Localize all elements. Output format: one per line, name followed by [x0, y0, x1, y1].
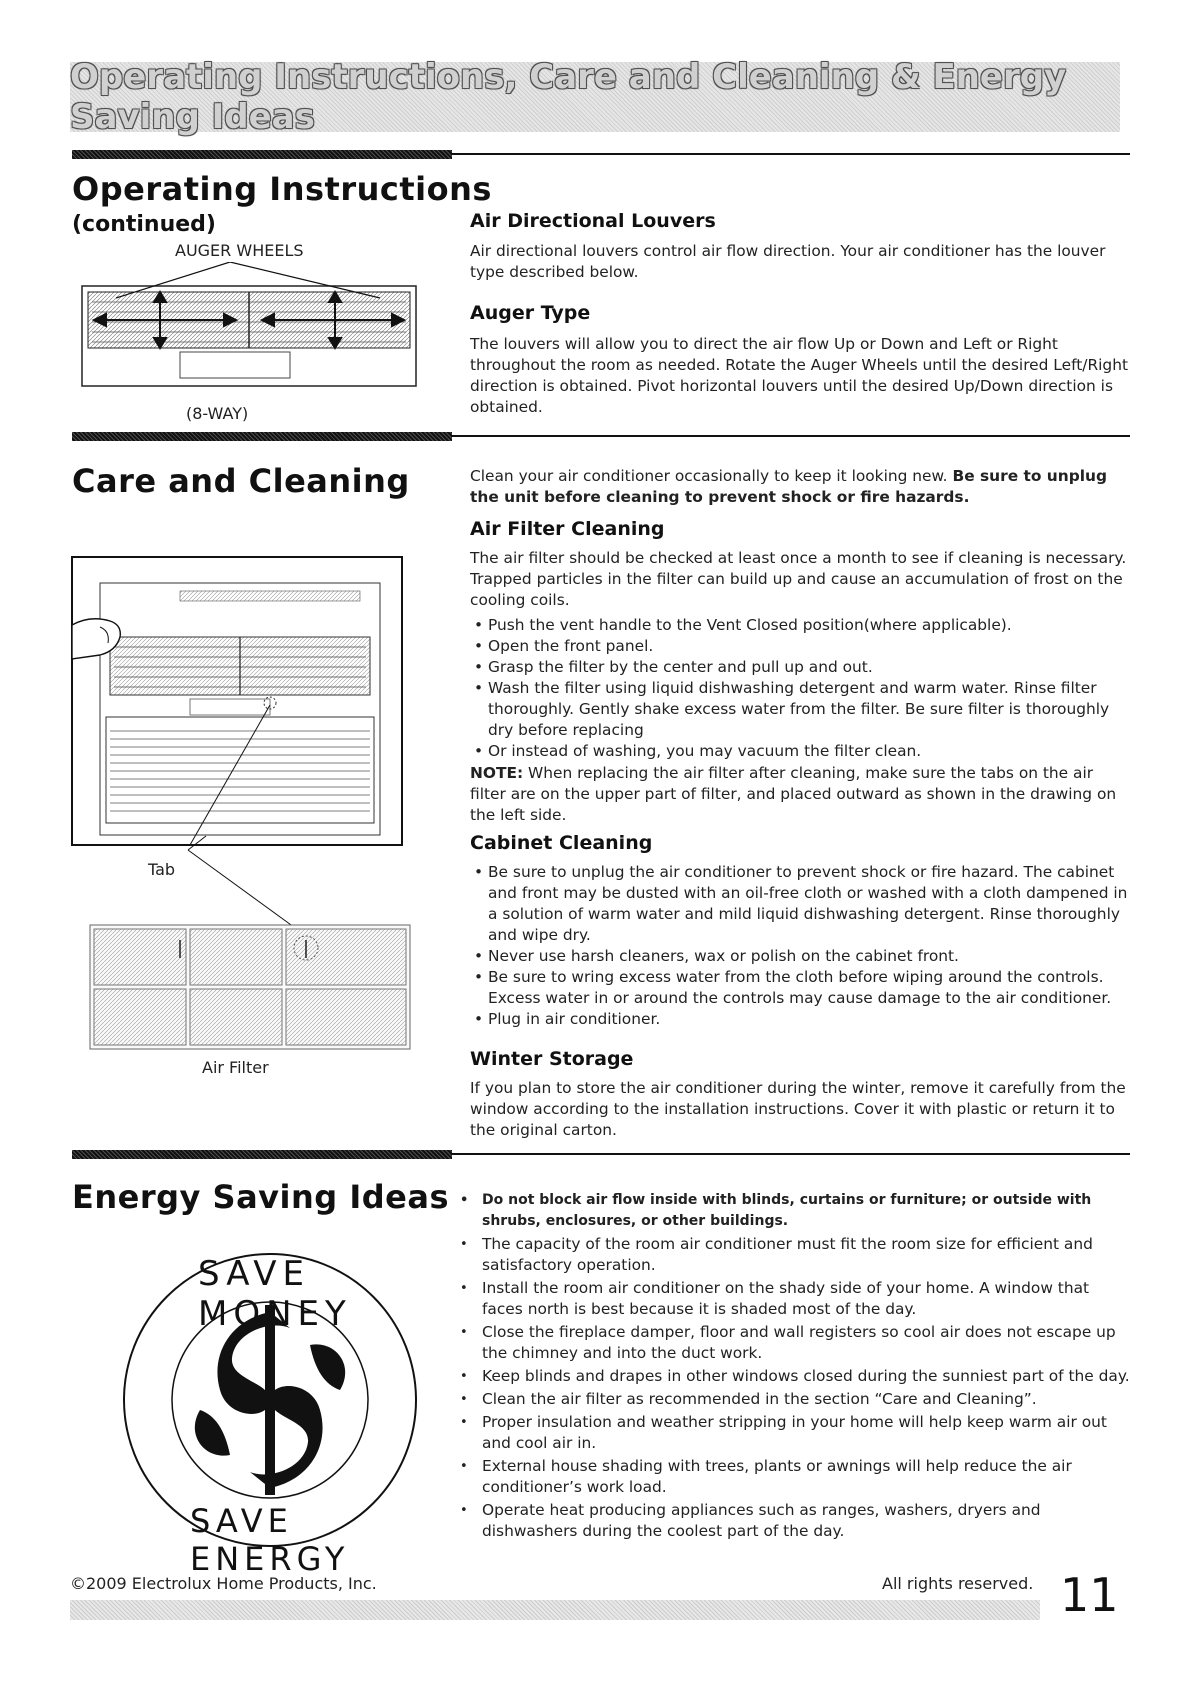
louvers-heading: Air Directional Louvers [470, 210, 716, 232]
air-filter-illustration [88, 830, 413, 1052]
section-rule-thin [452, 153, 1130, 155]
auger-wheels-label: AUGER WHEELS [175, 241, 304, 260]
care-intro-warning: Be sure to unplug the unit before cleaning to prevent shock or fire hazards. [470, 467, 1107, 506]
auger-text: The louvers will allow you to direct the air flow Up or Down and Left or Right throughout the room as needed. Rotate the Auger Wheels until the desired Left/Right direction is obtained. Pivot horizontal louvers until the desired Up/Down direction is obtained. [470, 335, 1128, 416]
list-item: • Wash the filter using liquid dishwashing detergent and warm water. Rinse filter thoroughly. Gently shake excess water from the filter. Be sure filter is thoroughly dry before replacing [470, 678, 1130, 741]
louvers-text: Air directional louvers control air flow direction. Your air conditioner has the louver type described below. [470, 242, 1106, 281]
list-item: • Or instead of washing, you may vacuum the filter clean. [470, 741, 1130, 762]
footer-bar [70, 1600, 1040, 1620]
list-item: • External house shading with trees, plants or awnings will help reduce the air conditioner’s work load. [460, 1456, 1130, 1498]
cabinet-heading: Cabinet Cleaning [470, 832, 653, 854]
banner-title: Operating Instructions, Care and Cleaning & Energy Saving Ideas [70, 57, 1067, 137]
care-intro [470, 466, 1134, 508]
page-banner [70, 57, 1120, 137]
list-item: • Proper insulation and weather stripping in your home will help keep warm air out and cool air in. [460, 1412, 1130, 1454]
auger-louver-illustration [80, 262, 420, 392]
care-intro-plain: Clean your air conditioner occasionally to keep it looking new. [470, 467, 953, 485]
care-title: Care and Cleaning [72, 462, 410, 500]
section-rule-thin [452, 1153, 1130, 1155]
tab-label: Tab [148, 860, 176, 879]
section-rule-thin [452, 435, 1130, 437]
section-rule-thick [72, 432, 452, 441]
list-item: • Plug in air conditioner. [470, 1009, 1130, 1030]
section-rule-thick [72, 1150, 452, 1159]
winter-text: If you plan to store the air conditioner during the winter, remove it carefully from the window according to the installation instructions. Cover it with plastic or return it to the original carton. [470, 1079, 1126, 1139]
note-text: When replacing the air filter after cleaning, make sure the tabs on the air filter are on the upper part of filter, and placed outward as shown in the drawing on the left side. [470, 764, 1117, 824]
list-item: • The capacity of the room air conditioner must fit the room size for efficient and satisfactory operation. [460, 1234, 1130, 1276]
list-item: • Open the front panel. [470, 636, 1130, 657]
air-filter-label: Air Filter [202, 1058, 269, 1077]
filter-steps-list [470, 615, 1130, 762]
list-item: • Be sure to unplug the air conditioner to prevent shock or fire hazard. The cabinet and front may be dusted with an oil-free cloth or washed with a cloth dampened in a solution of warm water and mild liquid dishwashing detergent. Rinse thoroughly and wipe dry. [470, 862, 1130, 946]
operating-title: Operating Instructions [72, 170, 492, 208]
list-item: • Do not block air flow inside with blinds, curtains or furniture; or outside with shrubs, enclosures, or other buildings. [460, 1190, 1130, 1232]
section-rule-thick [72, 150, 452, 159]
list-item: • Clean the air filter as recommended in the section “Care and Cleaning”. [460, 1389, 1130, 1410]
page-number: 11 [1060, 1568, 1119, 1622]
note-label: NOTE: [470, 764, 524, 782]
filter-note [470, 763, 1130, 826]
list-item: • Be sure to wring excess water from the cloth before wiping around the controls. Excess water in or around the controls may cause damage to the air conditioner. [470, 967, 1130, 1009]
list-item: • Keep blinds and drapes in other windows closed during the sunniest part of the day. [460, 1366, 1130, 1387]
operating-subtitle: (continued) [72, 212, 216, 237]
filter-text: The air filter should be checked at least once a month to see if cleaning is necessary. Trapped particles in the filter can build up and cause an accumulation of frost on the cooling coils. [470, 549, 1127, 609]
cabinet-steps-list [470, 862, 1130, 1030]
logo-text-bottom: SAVE ENERGY [190, 1502, 350, 1578]
list-item: • Close the fireplace damper, floor and wall registers so cool air does not escape up the chimney and into the duct work. [460, 1322, 1130, 1364]
logo-text-top: SAVE MONEY [198, 1254, 352, 1334]
winter-heading: Winter Storage [470, 1048, 634, 1070]
energy-title: Energy Saving Ideas [72, 1178, 449, 1216]
rights-text: All rights reserved. [882, 1574, 1034, 1593]
list-item: • Push the vent handle to the Vent Closed position(where applicable). [470, 615, 1130, 636]
list-item: • Grasp the filter by the center and pull up and out. [470, 657, 1130, 678]
filter-heading: Air Filter Cleaning [470, 518, 665, 540]
list-item: • Never use harsh cleaners, wax or polish on the cabinet front. [470, 946, 1130, 967]
energy-tips-list [460, 1190, 1130, 1544]
list-item: • Install the room air conditioner on the shady side of your home. A window that faces north is best because it is shaded most of the day. [460, 1278, 1130, 1320]
list-item: • Operate heat producing appliances such as ranges, washers, dryers and dishwashers during the coolest part of the day. [460, 1500, 1130, 1542]
save-money-energy-logo [120, 1250, 420, 1578]
copyright-text: ©2009 Electrolux Home Products, Inc. [70, 1574, 377, 1593]
eight-way-label: (8-WAY) [186, 404, 249, 423]
auger-heading: Auger Type [470, 302, 591, 324]
